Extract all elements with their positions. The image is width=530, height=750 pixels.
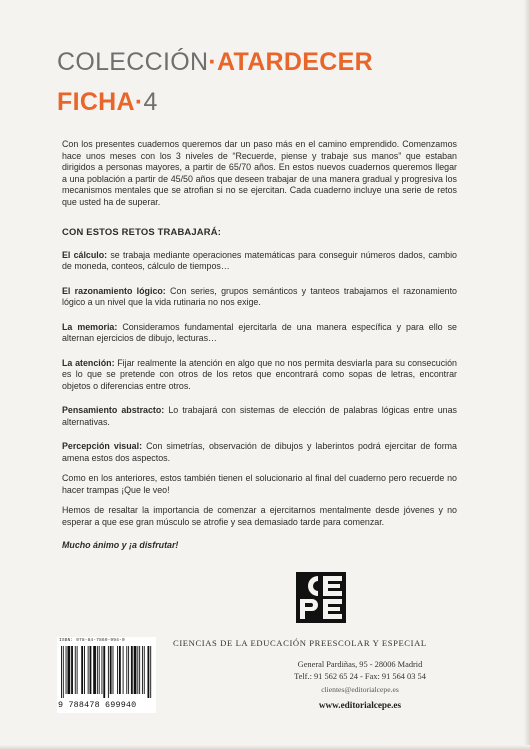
cepe-logo-icon [296,572,346,623]
reto-calculo [62,250,457,273]
barcode-bar [134,646,137,694]
reto-text: Consideramos fundamental ejercitarla de una manera específica y para ello se alternan ejercicios de dibujo, lecturas… [62,321,457,343]
intro-paragraph: Con los presentes cuadernos queremos dar un paso más en el camino emprendido. Comenzamos hace unos meses con los 3 niveles de “Recuerde, piense y trabaje sus manos” que estaban dirigidos a personas mayores, a partir de 65/70 años. En estos nuevos cuadernos queremos llegar a una población a partir de 45/50 años que deseen trabajar de una manera gradual y progresiva los mecanismos mentales que se atrofian si no se ejercitan. Cada cuaderno incluye una serie de retos que usted ha de superar. [62,139,457,207]
barcode-bar [108,646,109,698]
barcode-bar [117,646,118,694]
reto-label: El cálculo: [62,249,108,260]
reto-percepcion-visual [62,441,457,464]
reto-pensamiento-abstracto [62,405,457,428]
barcode-bar [93,646,96,694]
retos-heading: CON ESTOS RETOS TRABAJARÁ: [62,226,222,237]
barcode-bar [66,646,67,694]
reto-razonamiento [62,286,457,309]
barcode-bar [101,646,102,694]
barcode-bar [150,646,151,698]
barcode-bar [81,646,83,694]
collection-name: ATARDECER [216,48,373,76]
barcode-bar [137,646,138,694]
barcode-bar [119,646,121,694]
barcode-bar [144,646,145,694]
ficha-title [57,90,158,115]
reto-label: Percepción visual: [62,441,143,451]
barcode-bar [63,646,64,698]
barcode-bar [139,646,140,694]
barcode-bar [97,646,98,694]
collection-title [57,50,373,75]
barcode-bar [77,646,78,694]
barcode-bar [75,646,76,694]
ficha-dot: · [134,88,144,116]
ficha-number: 4 [143,88,158,116]
page-edge-shadow [524,0,530,750]
reto-label: La atención: [62,357,115,368]
barcode-bar [84,646,85,694]
barcode-bar [103,646,105,698]
reto-text: Con series, grupos semánticos y tanteos trabajamos el razonamiento lógico a un nivel que la vida rutinaria no nos exige. [62,285,457,307]
barcode-bar [126,646,127,694]
publisher-website: www.editorialcepe.es [318,700,402,710]
barcode-bar [113,646,114,694]
reto-label: El razonamiento lógico: [62,285,166,296]
reto-label: Pensamiento abstracto: [62,405,165,415]
ficha-label: FICHA [57,88,135,116]
barcode-bar [147,646,149,698]
collection-prefix: COLECCIÓN [57,48,209,76]
publisher-phone-fax: Telf.: 91 562 65 24 - Fax: 91 564 03 54 [294,672,426,681]
barcode-bar [88,646,89,694]
barcode-bar [131,646,133,694]
reto-text: se trabaja mediante operaciones matemáticas para conseguir números dados, cambio de moneda, conteos, cálculo de tiempos… [62,249,457,271]
solucionario-paragraph: Como en los anteriores, estos también tienen el solucionario al final del cuaderno pero recuerde no hacer trampas ¡Que le veo! [62,473,457,495]
reto-memoria [62,322,457,345]
publisher-name: CIENCIAS DE LA EDUCACIÓN PREESCOLAR Y ESPECIAL [173,638,427,648]
reto-label: La memoria: [62,321,118,332]
publisher-email: clientes@editorialcepe.es [321,685,399,694]
barcode-bar [123,646,124,694]
importancia-paragraph: Hemos de resaltar la importancia de comenzar a ejercitarnos mentalmente desde jóvenes y no esperar a que ese gran músculo se atrofie y sea demasiado tarde para comenzar. [62,505,457,527]
barcode-bar [67,646,70,694]
barcode-bar [142,646,143,694]
reto-text: Con simetrías, observación de dibujos y laberintos podrá ejercitar de forma amena estos dos aspectos. [62,441,457,463]
collection-dot: · [208,48,217,76]
reto-text: Lo trabajará con sistemas de elección de palabras lógicas entre unas alternativas. [62,405,457,427]
barcode-bar [90,646,92,694]
barcode-icon [61,646,153,698]
publisher-address: General Pardiñas, 95 - 28006 Madrid [297,660,423,669]
barcode-bar [61,646,62,698]
closing-line: Mucho ánimo y ¡a disfrutar! [62,540,179,550]
page-edge-shadow-bottom [0,745,530,750]
reto-text: Fijar realmente la atención en algo que no nos permita desviarla para su consecución es lo que se pretende con otros de los retos que encontrará como sopas de letras, encontrar objetos o diferencias entre otros. [62,357,457,391]
barcode-bar [110,646,112,694]
barcode-bar [99,646,100,694]
ean-digits: 9 788478 699940 [58,700,137,710]
reto-atencion [62,358,457,393]
isbn-text: ISBN: 978-84-7869-994-0 [59,638,125,643]
barcode-bar [128,646,129,694]
description-body [62,139,457,552]
barcode-bar [71,646,73,694]
